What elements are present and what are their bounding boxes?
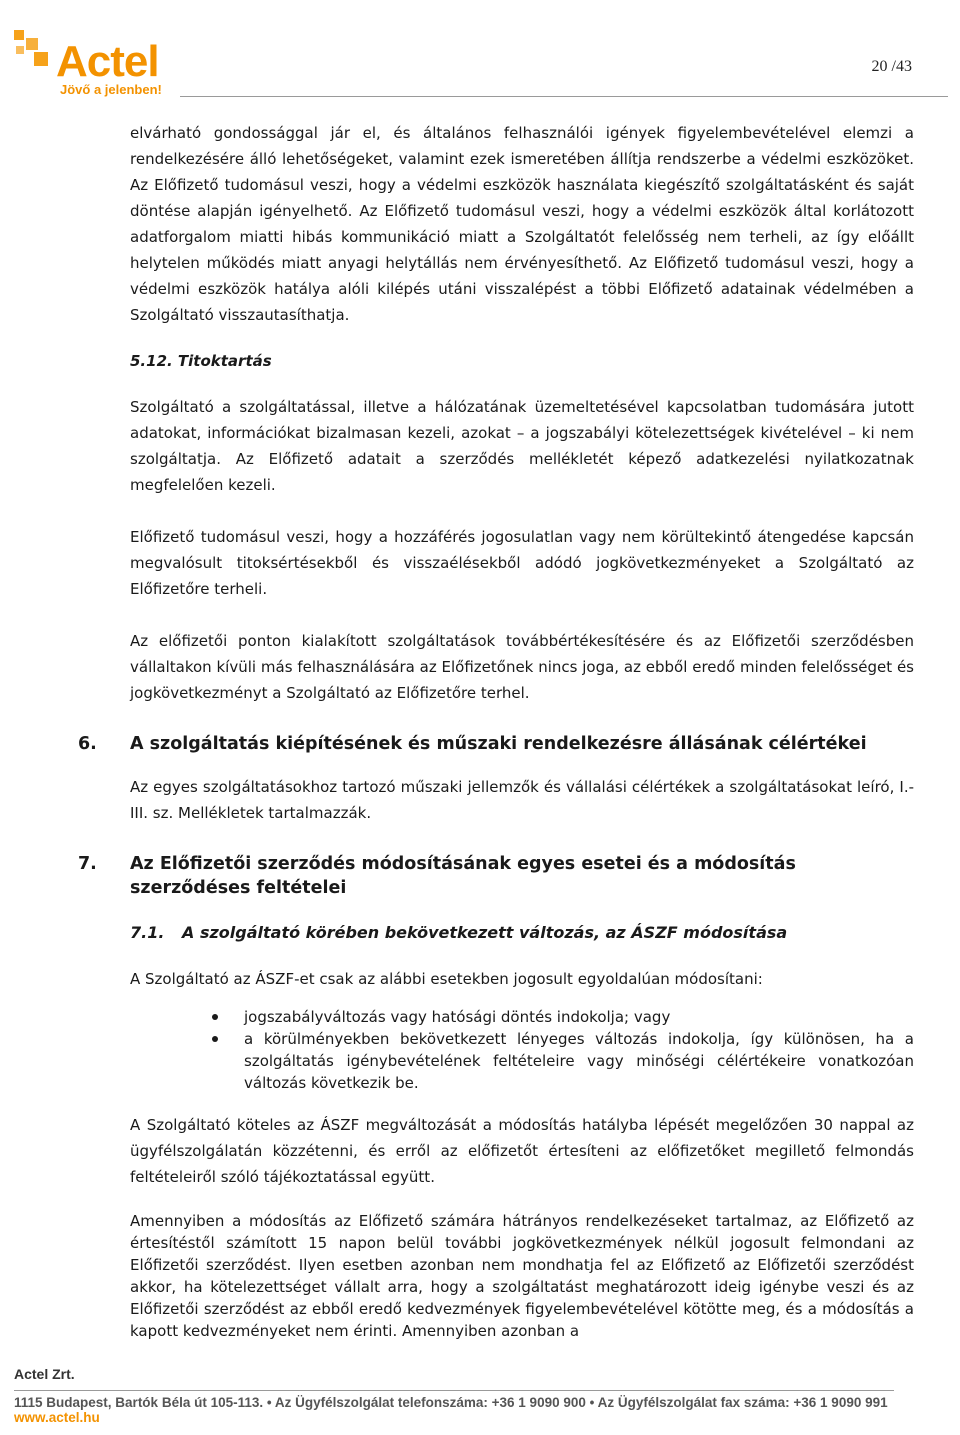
paragraph-protection-tools: elvárható gondossággal jár el, és általános felhasználói igények figyelembevételével elemzi a rendelkezésére álló lehetőségeket, valamint ezek ismeretében állítja rendszerbe a védelmi eszközöket. Az Előfizető tudomásul veszi, hogy a védelmi eszközök használata kiegészítő szolgáltatásként és saját döntése alapján igényelhető. Az Előfizető tudomásul veszi, hogy a védelmi eszközök által korlátozott adatforgalom miatti hibás kommunikáció miatt a Szolgáltatót felelősség nem terheli, az így előállt helytelen működés miatt anyagi helytállás nem érvényesíthető. Az Előfizető tudomásul veszi, hogy a védelmi eszközök hatálya alóli kilépés utáni visszalépést a többi Előfizető adatainak védelmében a Szolgáltató visszautasíthatja.	[130, 124, 914, 324]
footer-website-link[interactable]: www.actel.hu	[14, 1410, 100, 1425]
header-divider	[180, 96, 948, 97]
page-footer	[14, 1366, 954, 1425]
heading-5-12: 5.12. Titoktartás	[130, 352, 272, 370]
list-item: a körülményekben bekövetkezett lényeges változás indokolja, így különösen, ha a szolgáltatás igénybevételének feltételeire vagy minőségi célértékeire vonatkozóan változás következik be.	[244, 1028, 914, 1094]
company-logo	[12, 28, 192, 100]
section-7-number: 7.	[78, 854, 97, 874]
paragraph-resale: Az előfizetői ponton kialakított szolgáltatások továbbértékesítésére és az Előfizetői szerződésben vállaltakon kívüli más felhasználására az Előfizetőnek nincs joga, az ebből eredő minden felelősséget és jogkövetkezményt a Szolgáltató az Előfizetőre terhel.	[130, 632, 914, 702]
paragraph-access-breach: Előfizető tudomásul veszi, hogy a hozzáférés jogosulatlan vagy nem körültekintő átengedése kapcsán megvalósult titoksértésekből és visszaélésekből adódó jogkövetkezményeket a Szolgáltató az Előfizetőre terheli.	[130, 528, 914, 598]
section-7-1-title: A szolgáltató körében bekövetkezett változás, az ÁSZF módosítása	[182, 923, 788, 942]
paragraph-amendment-intro: A Szolgáltató az ÁSZF-et csak az alábbi esetekben jogosult egyoldalúan módosítani:	[130, 970, 763, 988]
heading-7-1	[130, 920, 914, 946]
amendment-cases-list	[130, 1006, 914, 1094]
heading-section-6	[78, 732, 914, 756]
footer-company: Actel Zrt.	[14, 1366, 75, 1382]
section-6-title: A szolgáltatás kiépítésének és műszaki rendelkezésre állásának célértékei	[130, 734, 867, 754]
bullet-icon	[212, 1014, 218, 1020]
section-7-1-number: 7.1.	[130, 923, 165, 942]
page-number: 20 /43	[871, 58, 912, 75]
footer-divider	[14, 1390, 894, 1391]
heading-section-7	[78, 852, 914, 900]
paragraph-amendment-notice: A Szolgáltató köteles az ÁSZF megváltozását a módosítás hatályba lépését megelőzően 30 nappal az ügyfélszolgálatán közzétenni, és erről az előfizetőt értesíteni az előfizetőket megillető felmondás feltételeiről szóló tájékoztatással együtt.	[130, 1116, 914, 1186]
list-item: jogszabályváltozás vagy hatósági döntés indokolja; vagy	[244, 1006, 914, 1028]
paragraph-adverse-amendment: Amennyiben a módosítás az Előfizető számára hátrányos rendelkezéseket tartalmaz, az Előfizető az értesítéstől számított 15 napon belül további jogkövetkezmények nélkül jogosult felmondani az Előfizetői szerződést. Ilyen esetben azonban nem mondhatja fel az Előfizető az Előfizetői szerződést akkor, ha kötelezettséget vállalt arra, hogy a szolgáltatást meghatározott ideig igénybe veszi és az Előfizetői szerződést az ebből eredő kedvezmények figyelembevételével kötötte meg, és a módosítás a kapott kedvezményeket nem érinti. Amennyiben azonban a	[130, 1212, 914, 1340]
footer-address: 1115 Budapest, Bartók Béla út 105-113. • Az Ügyfélszolgálat telefonszáma: +36 1 9090 900 • Az Ügyfélszolgálat fax száma: +36 1 9090 991	[14, 1395, 888, 1410]
logo-wordmark: Actel	[56, 37, 159, 86]
bullet-icon	[212, 1036, 218, 1042]
paragraph-section-6: Az egyes szolgáltatásokhoz tartozó műszaki jellemzők és vállalási célértékek a szolgáltatásokat leíró, I.-III. sz. Mellékletek tartalmazzák.	[130, 778, 914, 822]
section-6-number: 6.	[78, 734, 97, 754]
paragraph-confidentiality: Szolgáltató a szolgáltatással, illetve a hálózatának üzemeltetésével kapcsolatban tudomására jutott adatokat, információkat bizalmasan kezeli, azokat – a jogszabályi kötelezettségek kivételével – ki nem szolgáltatja. Az Előfizető adatait a szerződés mellékletét képező adatkezelési nyilatkozatnak megfelelően kezeli.	[130, 398, 914, 494]
logo-slogan: Jövő a jelenben!	[60, 82, 162, 97]
document-body	[78, 120, 914, 1342]
section-7-title: Az Előfizetői szerződés módosításának egyes esetei és a módosítás szerződéses feltételei	[130, 854, 796, 898]
